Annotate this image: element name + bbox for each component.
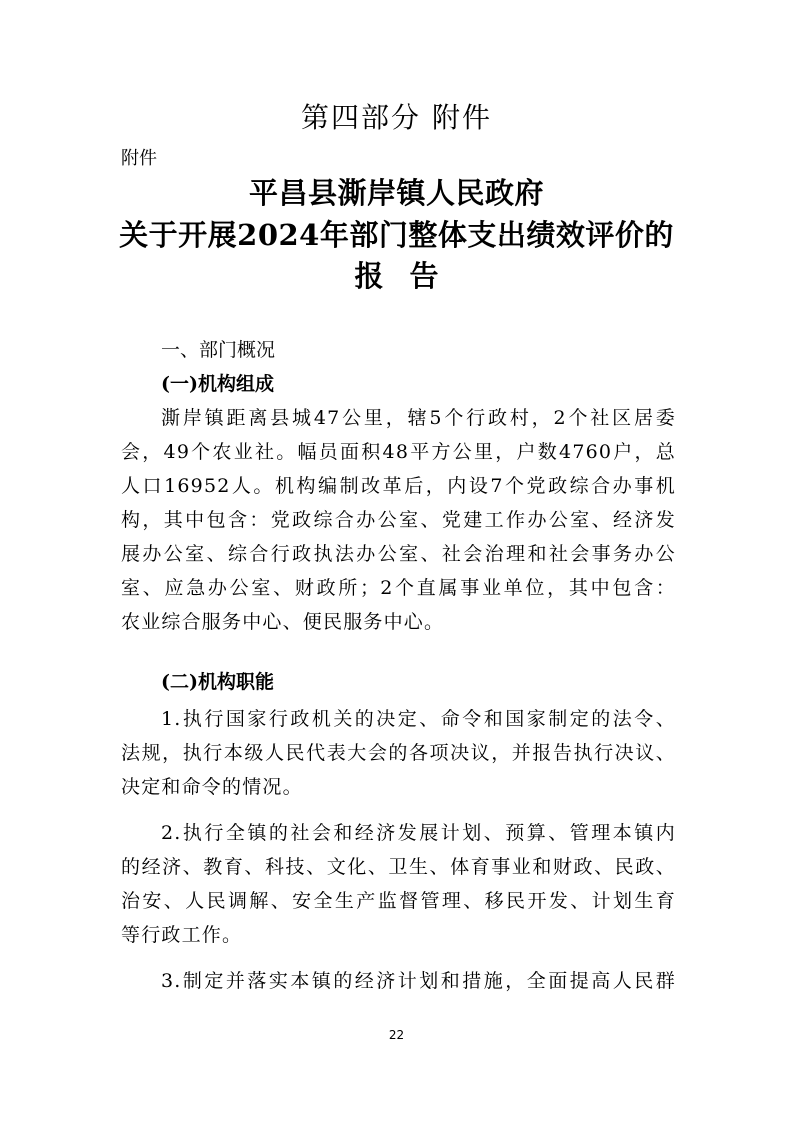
paragraph-line: 3.制定并落实本镇的经济计划和措施，全面提高人民群 <box>161 970 676 992</box>
subsection-heading-organization: (一)机构组成 <box>161 373 274 395</box>
document-title-line-3: 报告 <box>354 259 465 293</box>
paragraph-line: 等行政工作。 <box>121 924 243 946</box>
paragraph-line: 1.执行国家行政机关的决定、命令和国家制定的法令、 <box>161 708 676 730</box>
paragraph-line: 治安、人民调解、安全生产监督管理、移民开发、计划生育 <box>121 890 676 912</box>
paragraph-line: 澌岸镇距离县城47公里，辖5个行政村，2个社区居委 <box>161 407 676 429</box>
paragraph-line: 决定和命令的情况。 <box>121 776 303 798</box>
paragraph-line: 展办公室、综合行政执法办公室、社会治理和社会事务办公 <box>121 543 676 565</box>
document-title-line-1: 平昌县澌岸镇人民政府 <box>248 176 544 210</box>
section-heading-overview: 一、部门概况 <box>161 339 276 361</box>
subsection-heading-functions: (二)机构职能 <box>161 671 274 693</box>
paragraph-line: 法规，执行本级人民代表大会的各项决议，并报告执行决议、 <box>121 742 676 764</box>
document-title-line-2: 关于开展2024年部门整体支出绩效评价的 <box>119 218 674 252</box>
paragraph-line: 构，其中包含：党政综合办公室、党建工作办公室、经济发 <box>121 509 676 531</box>
paragraph-line: 农业综合服务中心、便民服务中心。 <box>121 611 445 633</box>
part-heading: 第四部分 附件 <box>301 101 492 134</box>
paragraph-line: 会，49个农业社。幅员面积48平方公里，户数4760户，总 <box>121 441 676 463</box>
paragraph-line: 2.执行全镇的社会和经济发展计划、预算、管理本镇内 <box>161 822 676 844</box>
paragraph-line: 人口16952人。机构编制改革后，内设7个党政综合办事机 <box>121 475 676 497</box>
attachment-label: 附件 <box>121 148 157 169</box>
page-number: 22 <box>388 1028 405 1042</box>
paragraph-line: 的经济、教育、科技、文化、卫生、体育事业和财政、民政、 <box>121 856 676 878</box>
paragraph-line: 室、应急办公室、财政所；2个直属事业单位，其中包含： <box>121 577 676 599</box>
